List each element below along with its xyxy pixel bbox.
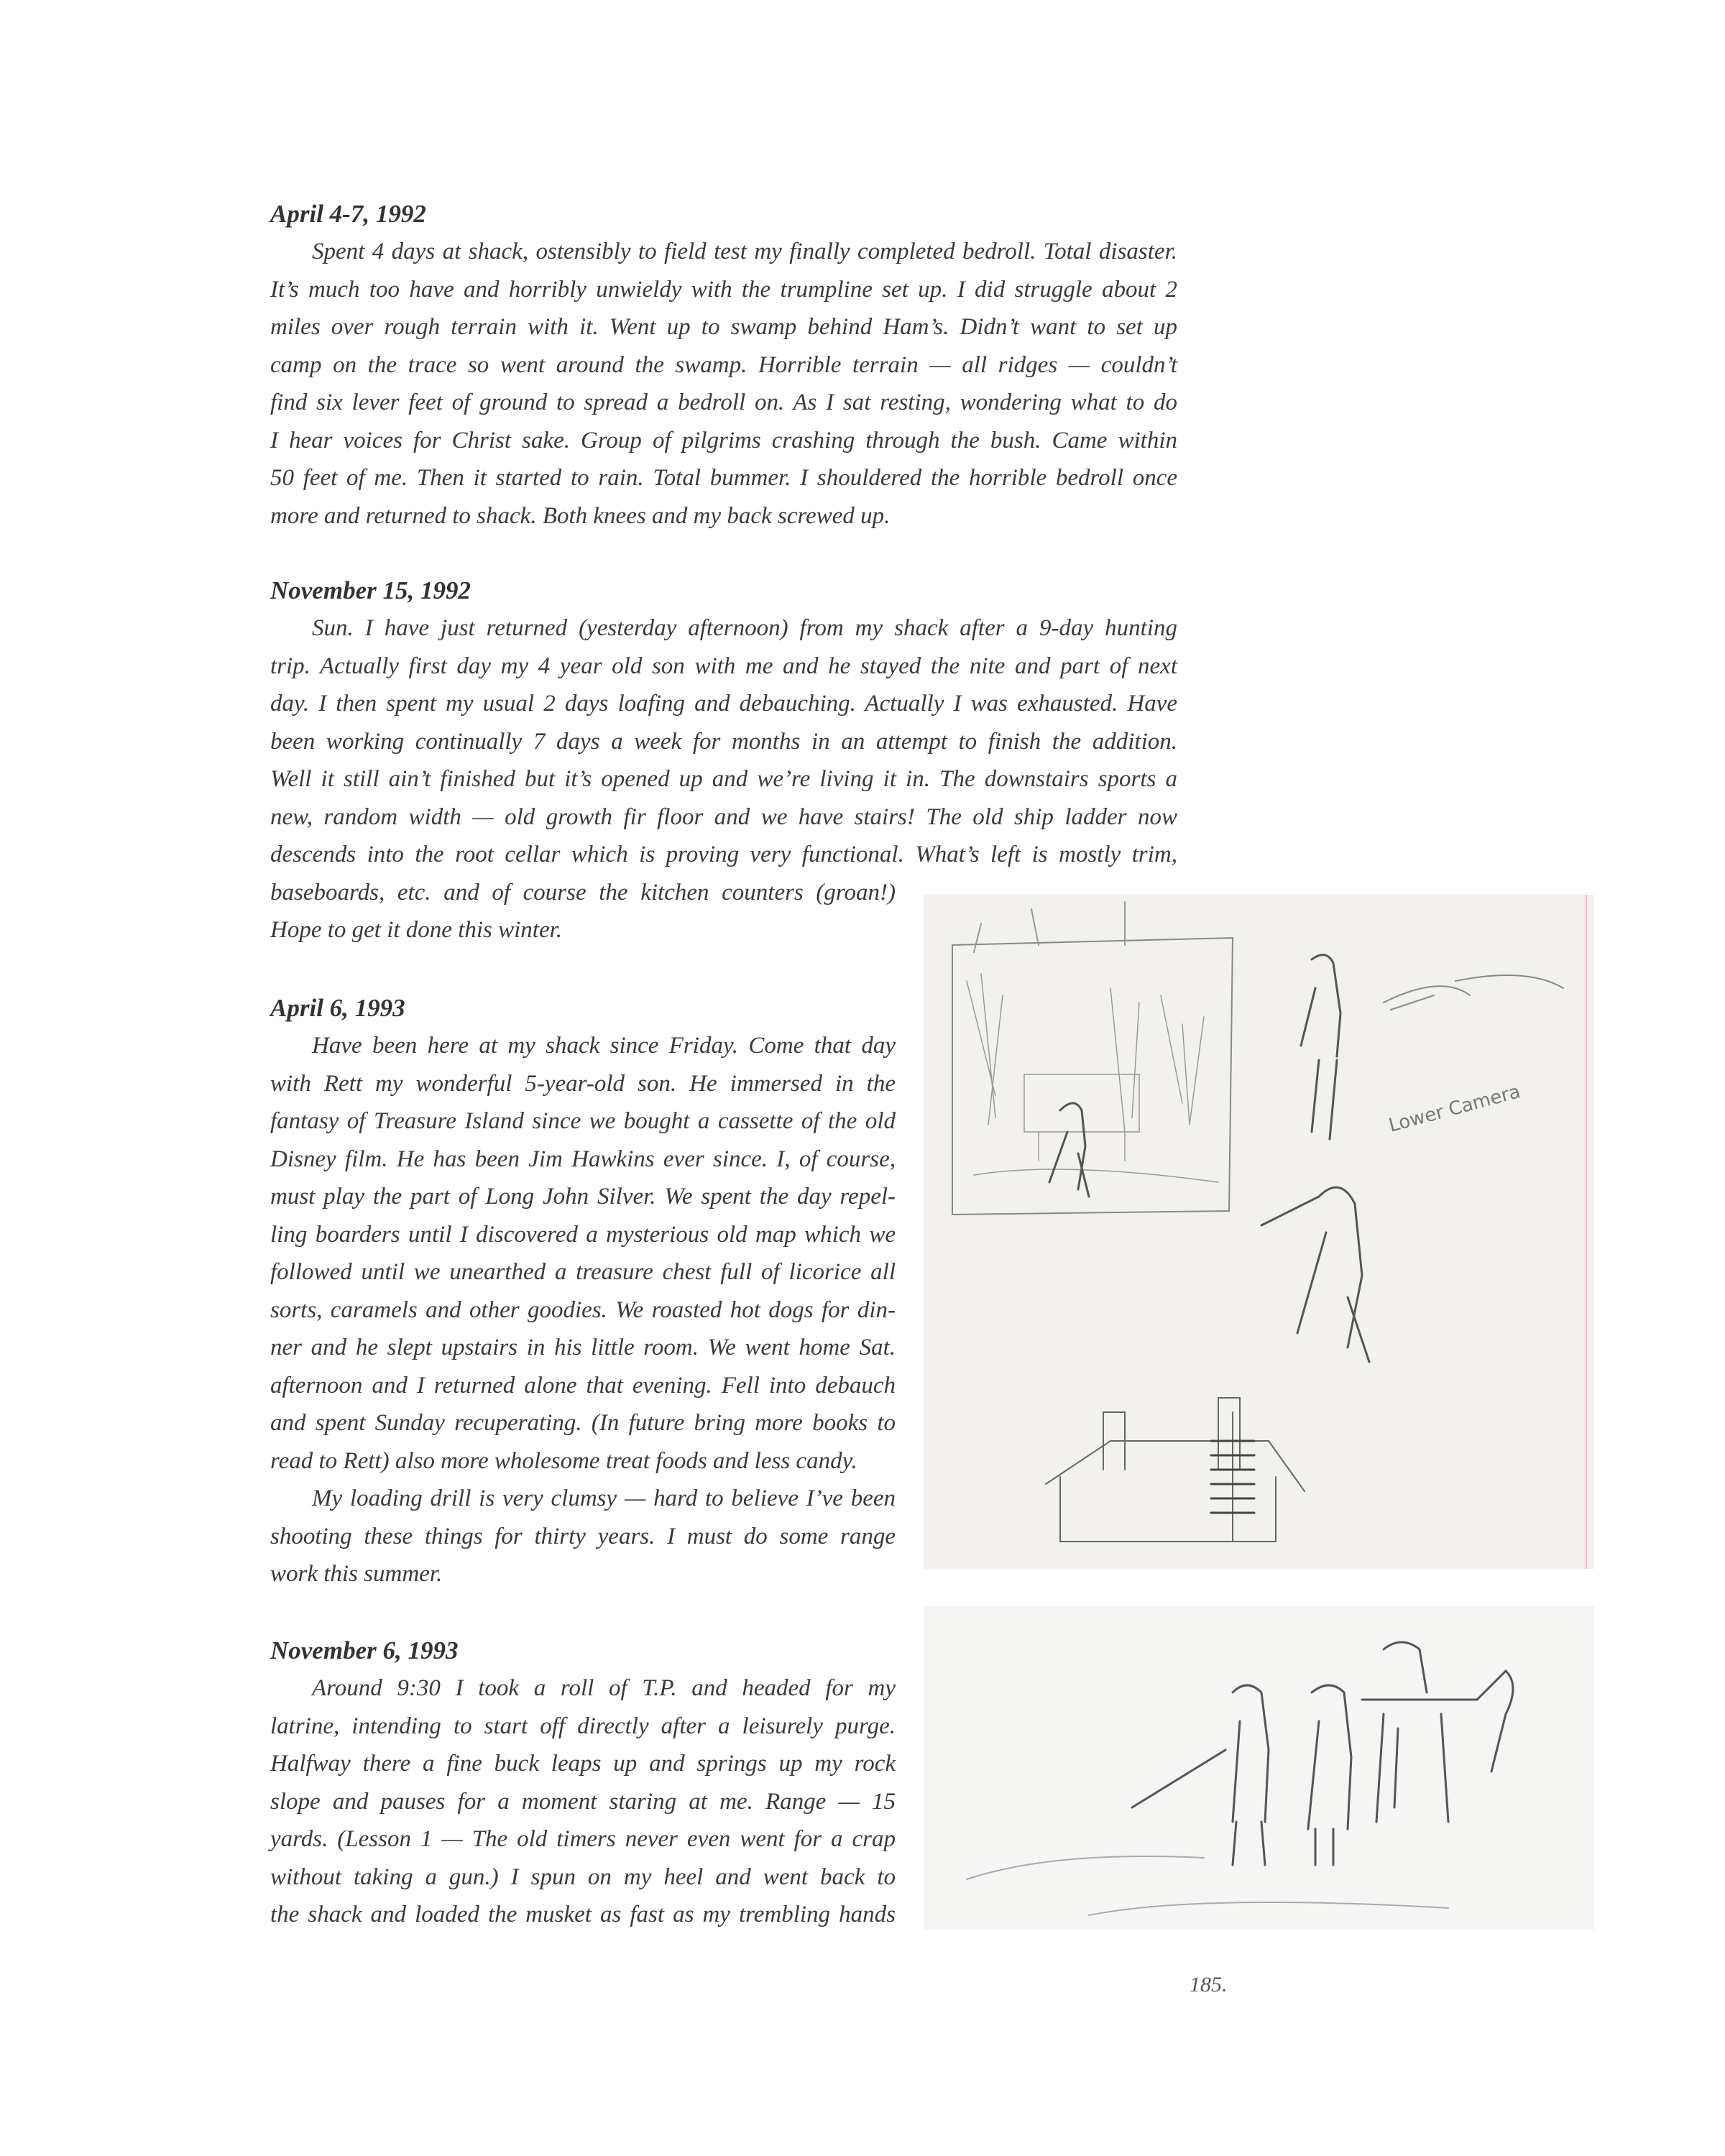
entry-text-line: new, random width — old growth fir floor and we have stairs! The old ship ladder now: [270, 803, 1177, 830]
entry-text-line: descends into the root cellar which is proving very functional. What’s left is mostly trim,: [270, 842, 1177, 867]
entry-text-line: baseboards, etc. and of course the kitchen counters (groan!): [270, 879, 896, 906]
entry-text-line: been working continually 7 days a week for months in an attempt to finish the addition.: [270, 728, 1177, 755]
entry-text-line: trip. Actually first day my 4 year old son with me and he stayed the nite and part of next: [270, 653, 1177, 679]
entry-text-line: Have been here at my shack since Friday. Come that day: [312, 1033, 896, 1059]
entry-text-line: Hope to get it done this winter.: [270, 917, 563, 943]
entry-text-line: shooting these things for thirty years. I must do some range: [270, 1523, 896, 1549]
entry-text-line: Around 9:30 I took a roll of T.P. and headed for my: [312, 1675, 896, 1701]
journal-entry-november-1992: [270, 572, 1177, 949]
entry-text-line: slope and pauses for a moment staring at me. Range — 15: [270, 1788, 896, 1815]
entry-text-line: and spent Sunday recuperating. (In future bring more books to: [270, 1410, 896, 1436]
entry-text-line: without taking a gun.) I spun on my heel and went back to: [270, 1864, 896, 1890]
journal-entry-april-1992: [270, 195, 1177, 535]
entry-text-line: read to Rett) also more wholesome treat foods and less candy.: [270, 1447, 857, 1474]
entry-text-line: fantasy of Treasure Island since we bought a cassette of the old: [270, 1108, 896, 1134]
page-number: 185.: [1190, 1973, 1228, 1996]
entry-date-heading: November 6, 1993: [270, 1636, 459, 1664]
entry-text-line: Spent 4 days at shack, ostensibly to field test my finally completed bedroll. Total disaster.: [312, 239, 1177, 264]
entry-text-line: I hear voices for Christ sake. Group of pilgrims crashing through the bush. Came within: [270, 427, 1177, 453]
entry-text-line: must play the part of Long John Silver. We spent the day repel-: [270, 1184, 896, 1210]
entry-text-line: My loading drill is very clumsy — hard to believe I’ve been: [312, 1485, 896, 1511]
entry-text-line: the shack and loaded the musket as fast as my trembling hands: [270, 1902, 896, 1927]
entry-text-line: ner and he slept upstairs in his little room. We went home Sat.: [270, 1335, 896, 1360]
entry-text-line: Disney film. He has been Jim Hawkins ever since. I, of course,: [270, 1146, 896, 1172]
entry-text-line: Halfway there a fine buck leaps up and springs up my rock: [270, 1751, 896, 1777]
pencil-sketch-riders-and-walkers: [924, 1606, 1594, 1930]
sketch-annotation-lower-camera: Lower Camera: [1386, 1081, 1523, 1137]
entry-text-line: work this summer.: [270, 1561, 443, 1587]
entry-text-line: sorts, caramels and other goodies. We roasted hot dogs for din-: [270, 1296, 896, 1323]
entry-text-line: afternoon and I returned alone that evening. Fell into debauch: [270, 1372, 896, 1399]
entry-text-line: with Rett my wonderful 5-year-old son. He immersed in the: [270, 1070, 896, 1097]
entry-date-heading: April 4-7, 1992: [270, 200, 426, 228]
journal-entry-november-1993: [270, 1632, 896, 1934]
entry-date-heading: April 6, 1993: [270, 994, 405, 1022]
entry-text-line: Sun. I have just returned (yesterday afternoon) from my shack after a 9-day hunting: [312, 615, 1177, 641]
entry-text-line: more and returned to shack. Both knees and my back screwed up.: [270, 502, 891, 529]
entry-text-line: followed until we unearthed a treasure chest full of licorice all: [270, 1259, 896, 1285]
entry-text-line: Well it still ain’t finished but it’s opened up and we’re living it in. The downstairs sports a: [270, 766, 1177, 792]
entry-text-line: latrine, intending to start off directly after a leisurely purge.: [270, 1713, 896, 1739]
entry-text-line: camp on the trace so went around the swamp. Horrible terrain — all ridges — couldn’t: [270, 351, 1177, 378]
journal-entry-april-1993: [270, 990, 896, 1593]
entry-text-line: day. I then spent my usual 2 days loafing and debauching. Actually I was exhausted. Have: [270, 691, 1177, 717]
entry-text-line: find six lever feet of ground to spread a bedroll on. As I sat resting, wondering what to do: [270, 390, 1177, 415]
entry-date-heading: November 15, 1992: [270, 576, 471, 604]
entry-text-line: It’s much too have and horribly unwieldy with the trumpline set up. I did struggle about 2: [270, 276, 1177, 303]
entry-text-line: 50 feet of me. Then it started to rain. Total bummer. I shouldered the horrible bedroll once: [270, 465, 1177, 491]
entry-text-line: miles over rough terrain with it. Went up to swamp behind Ham’s. Didn’t want to set up: [270, 314, 1177, 340]
entry-text-line: yards. (Lesson 1 — The old timers never even went for a crap: [270, 1826, 896, 1852]
pencil-sketch-camp-scenes: [924, 895, 1594, 1569]
entry-text-line: ling boarders until I discovered a mysterious old map which we: [270, 1221, 896, 1248]
